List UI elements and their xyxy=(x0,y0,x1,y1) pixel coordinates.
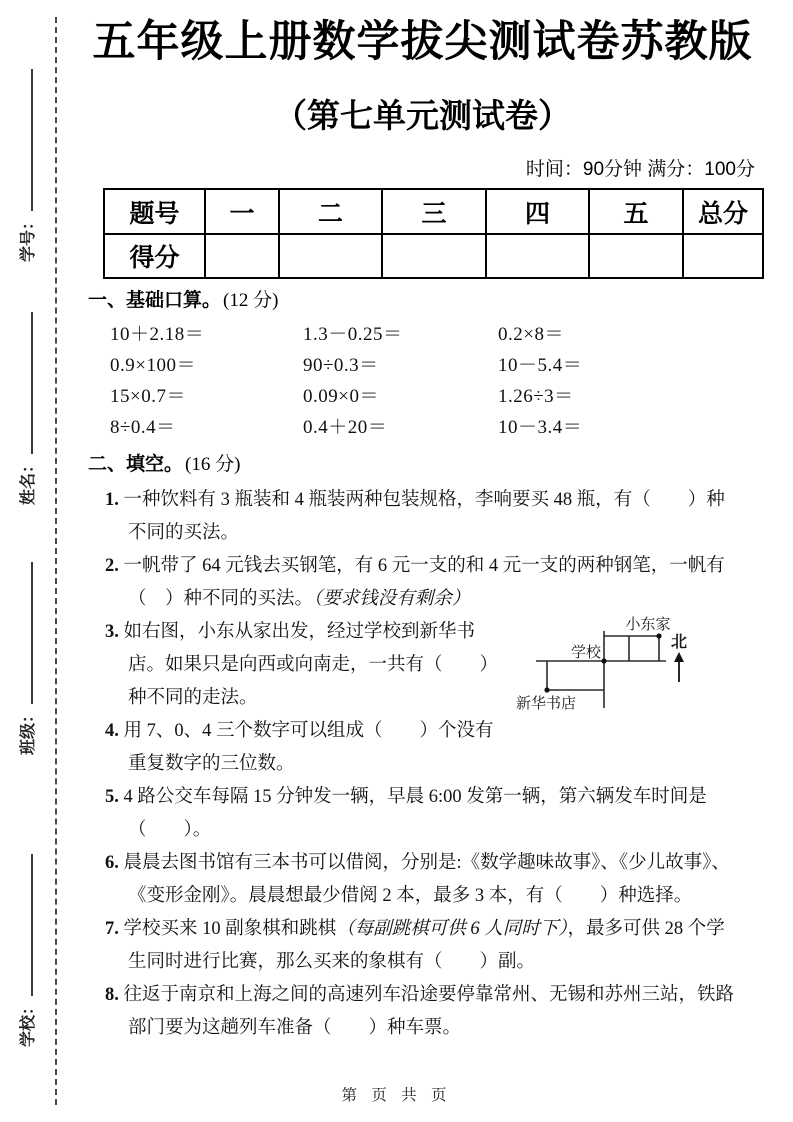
main-content xyxy=(88,0,757,1045)
home-dot xyxy=(656,633,661,638)
route-map-diagram xyxy=(512,610,740,722)
question-number: 2. xyxy=(105,556,119,576)
bookstore-label: 新华书店 xyxy=(516,696,577,712)
question-7 xyxy=(105,913,740,979)
question-number: 6. xyxy=(105,853,119,873)
student-name-label: 姓名： xyxy=(20,456,37,505)
school-blank-line xyxy=(18,854,33,996)
arithmetic-problem: 15×0.7＝ xyxy=(110,386,186,407)
section2-points: (16 分) xyxy=(185,454,241,475)
arithmetic-problem: 0.4＋20＝ xyxy=(303,417,388,438)
gutter-dashed-line xyxy=(55,17,57,1105)
class-label: 班级： xyxy=(20,706,37,755)
score-cell-empty xyxy=(683,234,763,278)
student-number-blank-line xyxy=(18,69,33,211)
question-6 xyxy=(105,847,740,913)
section1-heading xyxy=(88,288,757,314)
arithmetic-problem: 0.2×8＝ xyxy=(498,324,564,345)
arithmetic-problem: 1.26÷3＝ xyxy=(498,386,574,407)
score-cell-empty xyxy=(205,234,279,278)
home-label: 小东家 xyxy=(625,617,671,633)
question-4 xyxy=(105,715,740,781)
class-field xyxy=(17,562,41,755)
question-8 xyxy=(105,979,740,1045)
question-text: 4 路公交车每隔 15 分钟发一辆，早晨 6:00 发第一辆，第六辆发车时间是（ ）。 xyxy=(123,787,707,840)
exam-time-score-meta: 时间：90分钟 满分：100分 xyxy=(525,159,755,180)
arithmetic-problem: 10－3.4＝ xyxy=(498,417,583,438)
north-label: 北 xyxy=(670,634,688,651)
score-table-col-total: 总分 xyxy=(683,189,763,234)
score-table-col-1: 一 xyxy=(205,189,279,234)
page-subtitle: （第七单元测试卷） xyxy=(274,97,571,134)
student-number-label: 学号： xyxy=(20,213,37,262)
oral-arithmetic-grid xyxy=(88,319,757,443)
score-table xyxy=(103,188,764,279)
question-number: 4. xyxy=(105,721,119,741)
question-text: 一帆带了 64 元钱去买钢笔，有 6 元一支的和 4 元一支的两种钢笔，一帆有（ ）种不同的买法。 xyxy=(123,556,725,609)
section1-heading-label: 一、基础口算。 xyxy=(88,290,222,311)
question-5 xyxy=(105,781,740,847)
class-blank-line xyxy=(18,562,33,704)
question-2 xyxy=(105,550,740,616)
bookstore-dot xyxy=(544,687,549,692)
arithmetic-problem: 0.09×0＝ xyxy=(303,386,379,407)
north-arrow-head-icon xyxy=(674,652,684,662)
question-number: 1. xyxy=(105,490,119,510)
route-map-svg xyxy=(512,610,740,722)
question-text: 学校买来 10 副象棋和跳棋 xyxy=(123,919,337,939)
school-field xyxy=(17,854,41,1047)
question-number: 7. xyxy=(105,919,119,939)
score-table-header-row xyxy=(104,189,763,234)
question-remark: （要求钱没有剩余） xyxy=(313,589,471,609)
fill-in-blank-questions xyxy=(88,484,740,1045)
arithmetic-problem: 0.9×100＝ xyxy=(110,355,196,376)
student-name-field xyxy=(17,312,41,505)
page-title: 五年级上册数学拔尖测试卷苏教版 xyxy=(92,18,753,66)
score-table-score-row xyxy=(104,234,763,278)
arithmetic-problem: 1.3－0.25＝ xyxy=(303,324,403,345)
question-text: ，最多可供 28 个学生同时进行比赛，那么买来的象棋有（ ）副。 xyxy=(128,919,725,972)
question-remark: （每副跳棋可供 6 人同时下） xyxy=(336,919,568,939)
page-footer: 第 页 共 页 xyxy=(341,1087,452,1104)
score-cell-empty xyxy=(279,234,382,278)
question-number: 5. xyxy=(105,787,119,807)
school-label: 学校： xyxy=(20,998,37,1047)
question-text: 晨晨去图书馆有三本书可以借阅，分别是:《数学趣味故事》、《少儿故事》、《变形金刚》。晨晨想最少借阅 2 本，最多 3 本，有（ ）种选择。 xyxy=(123,853,730,906)
score-table-col-2: 二 xyxy=(279,189,382,234)
score-table-col-3: 三 xyxy=(382,189,486,234)
question-text: 用 7、0、4 三个数字可以组成（ ）个没有重复数字的三位数。 xyxy=(123,721,494,774)
arithmetic-problem: 8÷0.4＝ xyxy=(110,417,176,438)
score-table-col-5: 五 xyxy=(589,189,683,234)
arithmetic-problem: 10＋2.18＝ xyxy=(110,324,205,345)
student-name-blank-line xyxy=(18,312,33,454)
score-row-label: 得分 xyxy=(104,234,205,278)
student-number-field xyxy=(17,69,41,262)
question-number: 8. xyxy=(105,985,119,1005)
score-cell-empty xyxy=(382,234,486,278)
section1-points: (12 分) xyxy=(223,290,279,311)
arithmetic-problem: 10－5.4＝ xyxy=(498,355,583,376)
question-number: 3. xyxy=(105,622,119,642)
question-text: 往返于南京和上海之间的高速列车沿途要停靠常州、无锡和苏州三站，铁路部门要为这趟列车准备（ ）种车票。 xyxy=(123,985,735,1038)
school-label: 学校 xyxy=(570,645,601,661)
school-dot xyxy=(601,658,606,663)
section2-heading xyxy=(88,452,757,478)
arithmetic-problem: 90÷0.3＝ xyxy=(303,355,379,376)
score-cell-empty xyxy=(589,234,683,278)
score-table-col-4: 四 xyxy=(486,189,589,234)
question-text: 如右图，小东从家出发，经过学校到新华书店。如果只是向西或向南走，一共有（ ）种不同的走法。 xyxy=(123,622,499,708)
section2-heading-label: 二、填空。 xyxy=(88,454,184,475)
score-table-corner-label: 题号 xyxy=(104,189,205,234)
question-1 xyxy=(105,484,740,550)
score-cell-empty xyxy=(486,234,589,278)
question-text: 一种饮料有 3 瓶装和 4 瓶装两种包装规格，李响要买 48 瓶，有（ ）种不同的买法。 xyxy=(123,490,725,543)
